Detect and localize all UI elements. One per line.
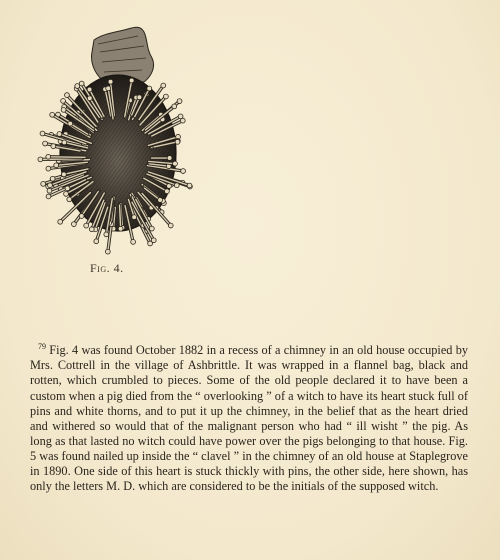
pin-studded-heart-icon [6, 18, 216, 258]
figure-caption: Fig. 4. [90, 261, 124, 275]
footnote-text: Fig. 4 was found October 1882 in a recess of a chimney in an old house occupied by Mrs. Cottrell in the village of Ashbrittle. It was wrapped in a flannel bag, black and rotten, which crumbled to pieces. Some of the old people declared it to have been a custom when a pig died from the “ overlooking ” of a witch to have its heart stuck full of pins and white thorns, and to put it up the chimney, in the belief that as the heart dried and withered so would that of the malignant person who had “ ill wisht ” the pig. As long as that lasted no witch could have power over the pigs belonging to that house. Fig. 5 was found nailed up inside the “ clavel ” in the chimney of an old house at Staplegrove in 1890. One side of this heart is stuck thickly with pins, the other side, here shown, has only the letters M. D. which are considered to be the initials of the supposed witch. [30, 343, 468, 494]
footnote-paragraph [30, 343, 468, 494]
pin-studded-heart-illustration [6, 18, 216, 258]
footnote-number: 79 [38, 342, 46, 352]
